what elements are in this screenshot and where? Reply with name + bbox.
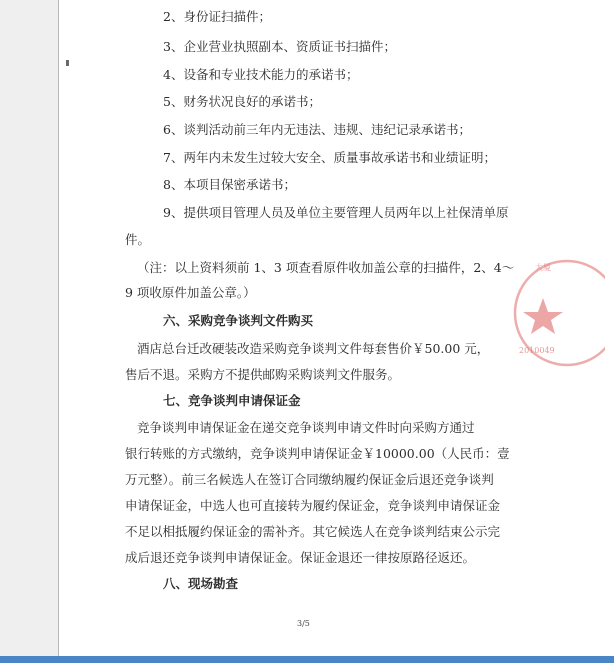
section-7-line-6: 成后退还竞争谈判申请保证金。保证金退还一律按原路径返还。 [125,550,476,565]
item-7: 7、两年内未发生过较大安全、质量事故承诺书和业绩证明； [163,150,496,165]
page-mark [66,60,69,66]
section-6-title: 六、采购竞争谈判文件购买 [163,313,314,328]
item-5: 5、财务状况良好的承诺书； [163,94,321,109]
item-9: 9、提供项目管理人员及单位主要管理人员两年以上社保清单原 [163,205,509,220]
item-9-continued: 件。 [125,232,151,247]
note-line-2: 9 项收原件加盖公章。） [125,285,256,300]
item-6: 6、谈判活动前三年内无违法、违规、违纪记录承诺书； [163,122,471,137]
viewer-bottom-bar [0,656,614,663]
note-line-1: （注：以上资料须前 1、3 项查看原件收加盖公章的扫描件，2、4～ [137,260,515,275]
section-7-title: 七、竞争谈判申请保证金 [163,393,301,408]
seal-name-text: 大厦 [535,263,551,272]
viewer-margin [0,0,58,656]
item-3: 3、企业营业执照副本、资质证书扫描件； [163,39,396,54]
seal-code-text: 2010049 [519,346,555,355]
section-8-title: 八、现场勘查 [163,576,239,591]
official-seal [505,258,605,368]
item-4: 4、设备和专业技术能力的承诺书； [163,67,359,82]
section-7-line-2: 银行转账的方式缴纳，竞争谈判申请保证金￥10000.00（人民币：壹 [125,446,510,461]
page-number: 3/5 [297,619,310,628]
section-7-line-3: 万元整）。前三名候选人在签订合同缴纳履约保证金后退还竞争谈判 [125,472,494,487]
section-6-line-1: 酒店总台迁改硬装改造采购竞争谈判文件每套售价￥50.00 元， [137,341,490,356]
section-7-line-1: 竞争谈判申请保证金在递交竞争谈判申请文件时向采购方通过 [137,420,475,435]
section-7-line-4: 申请保证金，中选人也可直接转为履约保证金，竞争谈判申请保证金 [125,498,501,513]
item-2: 2、身份证扫描件； [163,9,271,24]
section-7-line-5: 不足以相抵履约保证金的需补齐。其它候选人在竞争谈判结束公示完 [125,524,501,539]
item-8: 8、本项目保密承诺书； [163,177,296,192]
section-6-line-2: 售后不退。采购方不提供邮购采购谈判文件服务。 [125,367,401,382]
